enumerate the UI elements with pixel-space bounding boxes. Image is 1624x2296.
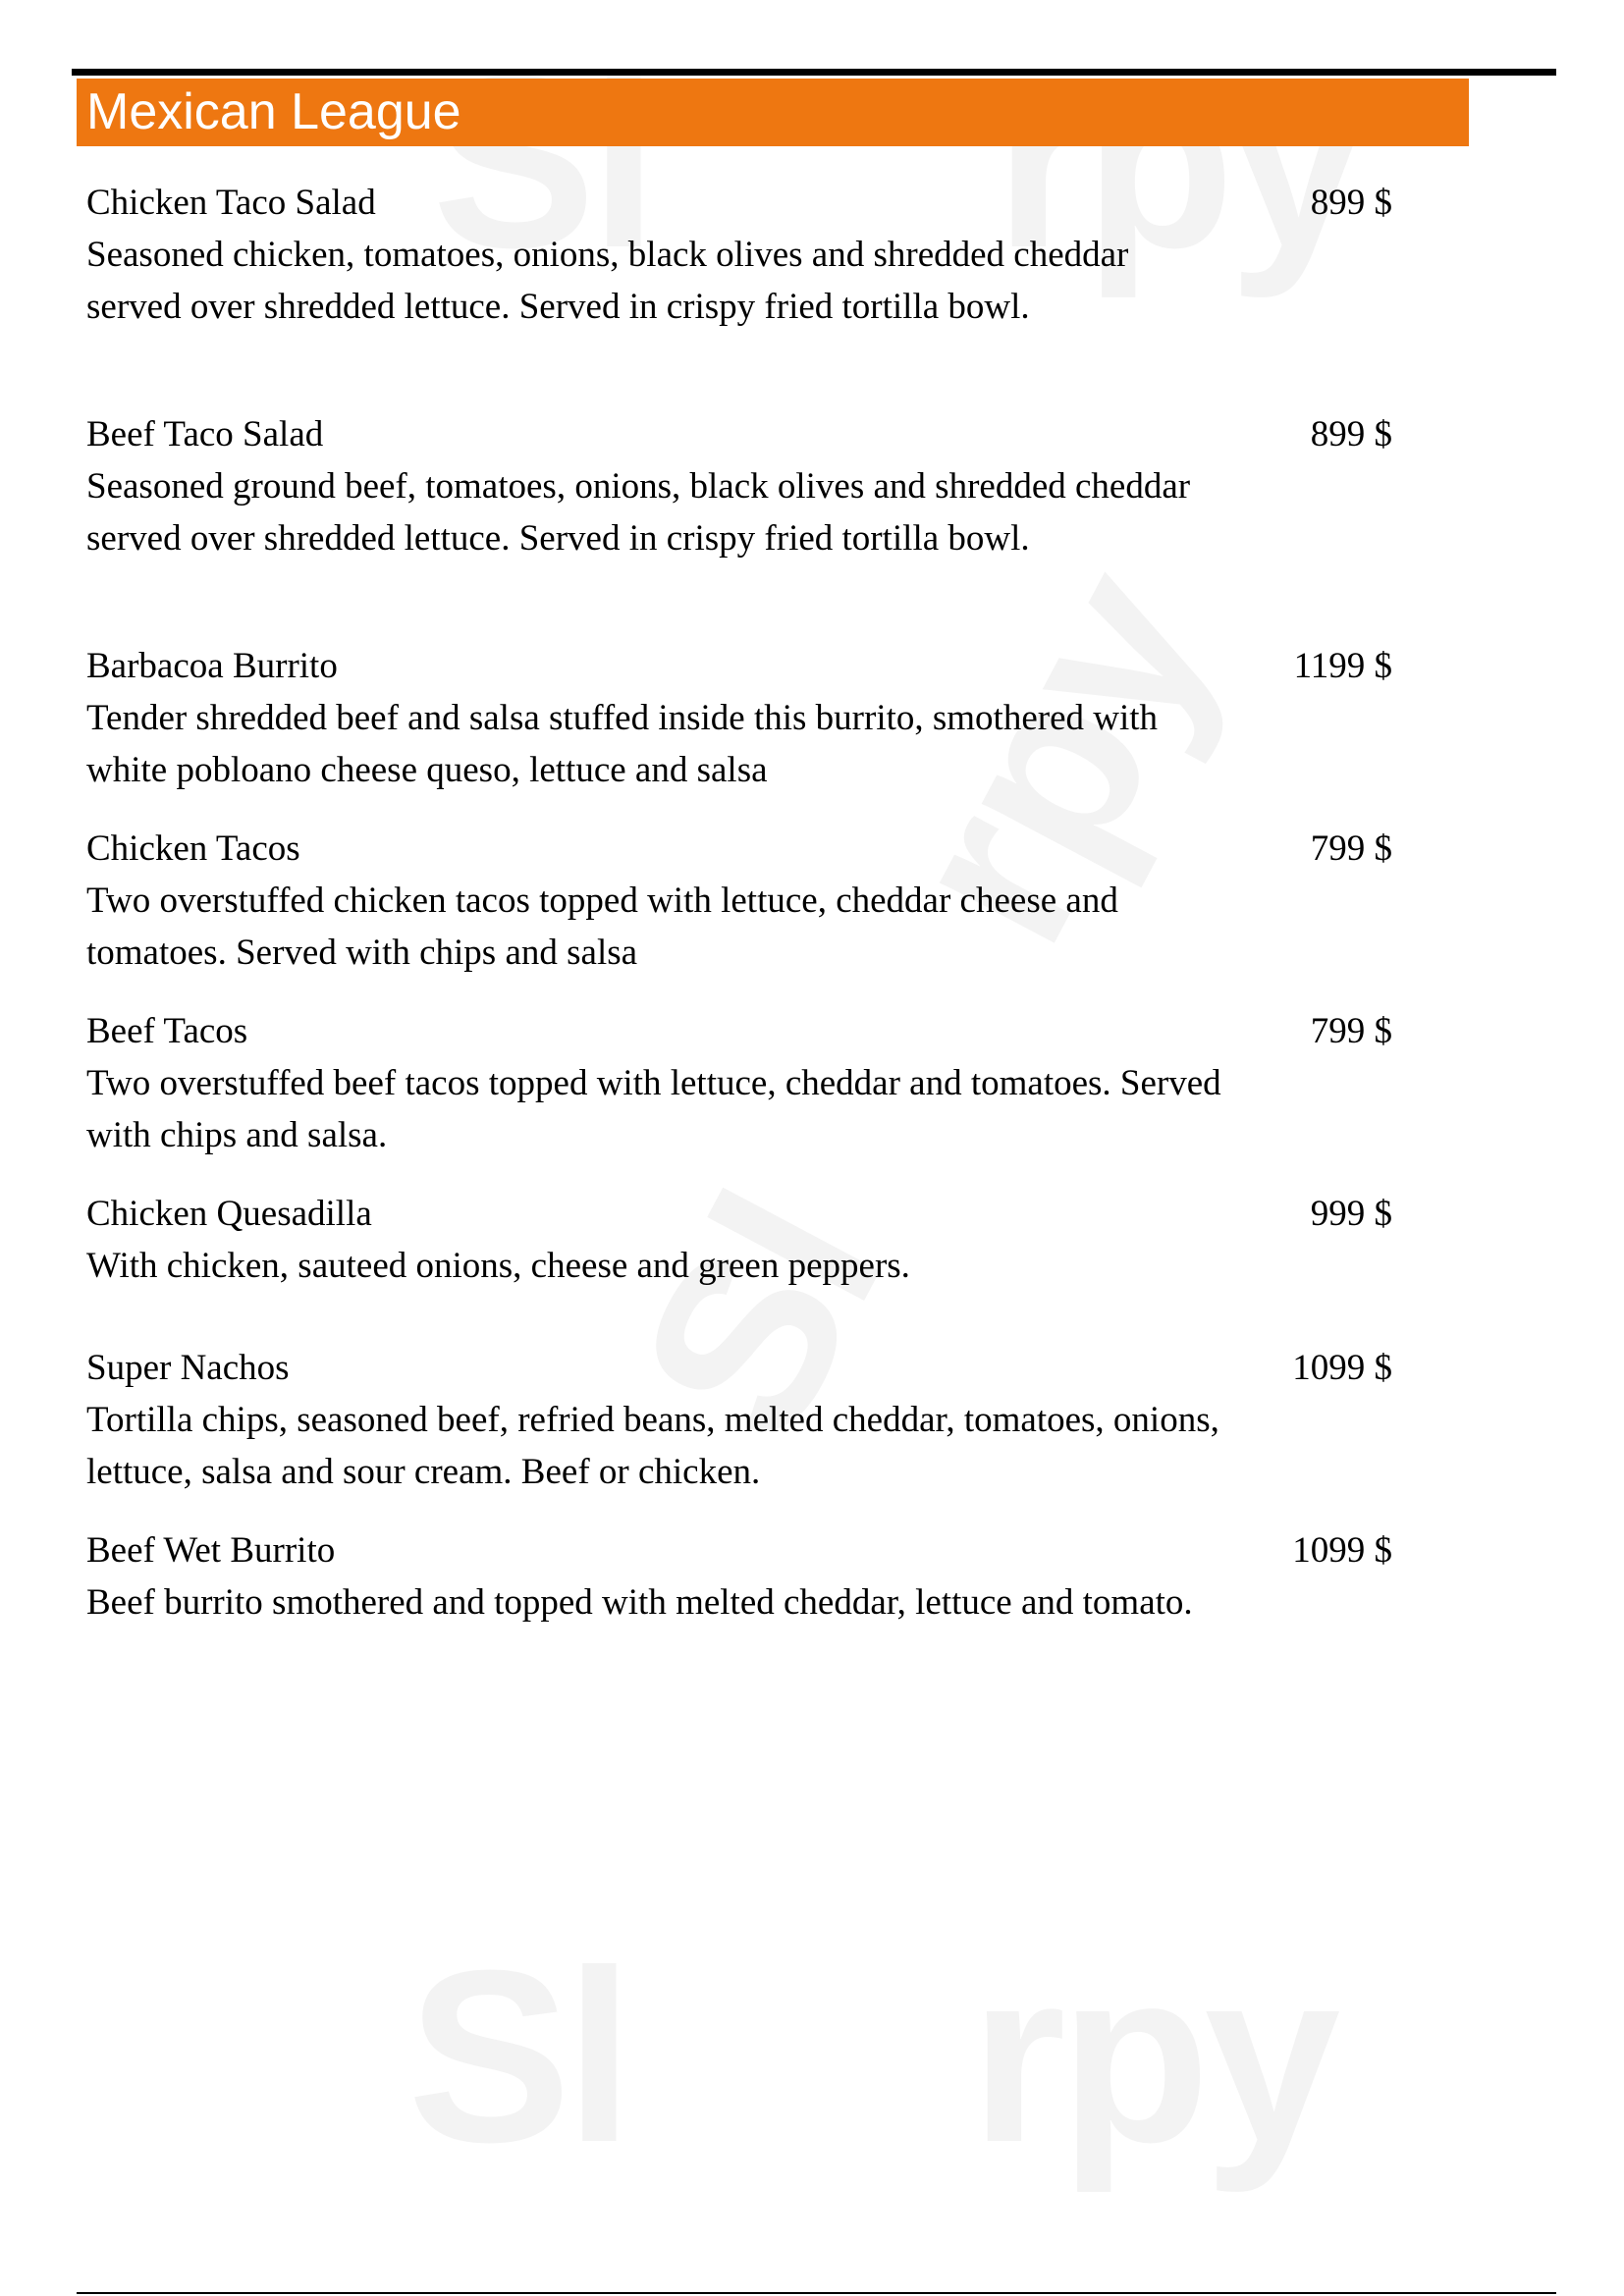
menu-item <box>86 1524 1392 1629</box>
menu-item-description: Two overstuffed chicken tacos topped with lettuce, cheddar cheese and tomatoes. Served with chips and salsa <box>86 881 1118 973</box>
menu-item-description: Seasoned ground beef, tomatoes, onions, black olives and shredded cheddar served over shredded lettuce. Served in crispy fried tortilla bowl. <box>86 466 1191 559</box>
menu-item-description: Two overstuffed beef tacos topped with lettuce, cheddar and tomatoes. Served with chips and salsa. <box>86 1063 1221 1155</box>
menu-item-name: Chicken Taco Salad <box>86 183 376 223</box>
menu-item-price: 1099 $ <box>1292 1530 1392 1571</box>
menu-item-description: With chicken, sauteed onions, cheese and green peppers. <box>86 1246 910 1286</box>
menu-item-name: Chicken Tacos <box>86 828 300 869</box>
menu-item <box>86 640 1392 796</box>
watermark-logo-end <box>970 1919 1334 2193</box>
menu-item <box>86 1188 1392 1292</box>
menu-item <box>86 1342 1392 1498</box>
top-divider <box>72 69 1556 76</box>
section-header <box>77 79 1469 146</box>
menu-item <box>86 408 1392 564</box>
menu-list <box>86 177 1392 1623</box>
menu-item-description: Seasoned chicken, tomatoes, onions, black olives and shredded cheddar served over shredded lettuce. Served in crispy fried tortilla bowl. <box>86 235 1129 327</box>
menu-item-price: 899 $ <box>1310 183 1392 223</box>
menu-item-name: Chicken Quesadilla <box>86 1194 372 1234</box>
menu-item-price: 1099 $ <box>1292 1348 1392 1388</box>
menu-item-price: 999 $ <box>1310 1194 1392 1234</box>
menu-item-price: 799 $ <box>1310 1011 1392 1051</box>
menu-item-name: Beef Wet Burrito <box>86 1530 336 1571</box>
menu-item-name: Barbacoa Burrito <box>86 646 338 686</box>
menu-item <box>86 177 1392 333</box>
menu-item-description: Tortilla chips, seasoned beef, refried beans, melted cheddar, tomatoes, onions, lettuce, salsa and sour cream. Beef or chicken. <box>86 1400 1219 1492</box>
watermark-logo-start <box>407 1919 627 2193</box>
menu-item <box>86 823 1392 979</box>
menu-item-description: Tender shredded beef and salsa stuffed inside this burrito, smothered with white pobloano cheese queso, lettuce and salsa <box>86 698 1159 790</box>
section-title: Mexican League <box>86 83 461 140</box>
menu-item-price: 899 $ <box>1310 414 1392 454</box>
watermark-logo-u <box>627 1919 970 2193</box>
menu-item-description: Beef burrito smothered and topped with melted cheddar, lettuce and tomato. <box>86 1582 1193 1623</box>
menu-item-name: Beef Taco Salad <box>86 414 324 454</box>
menu-item-price: 1199 $ <box>1293 646 1392 686</box>
watermark-logo <box>407 1934 1334 2179</box>
menu-item <box>86 1005 1392 1161</box>
menu-item-name: Beef Tacos <box>86 1011 248 1051</box>
menu-item-price: 799 $ <box>1310 828 1392 869</box>
menu-item-name: Super Nachos <box>86 1348 290 1388</box>
bottom-divider <box>77 2292 1556 2294</box>
